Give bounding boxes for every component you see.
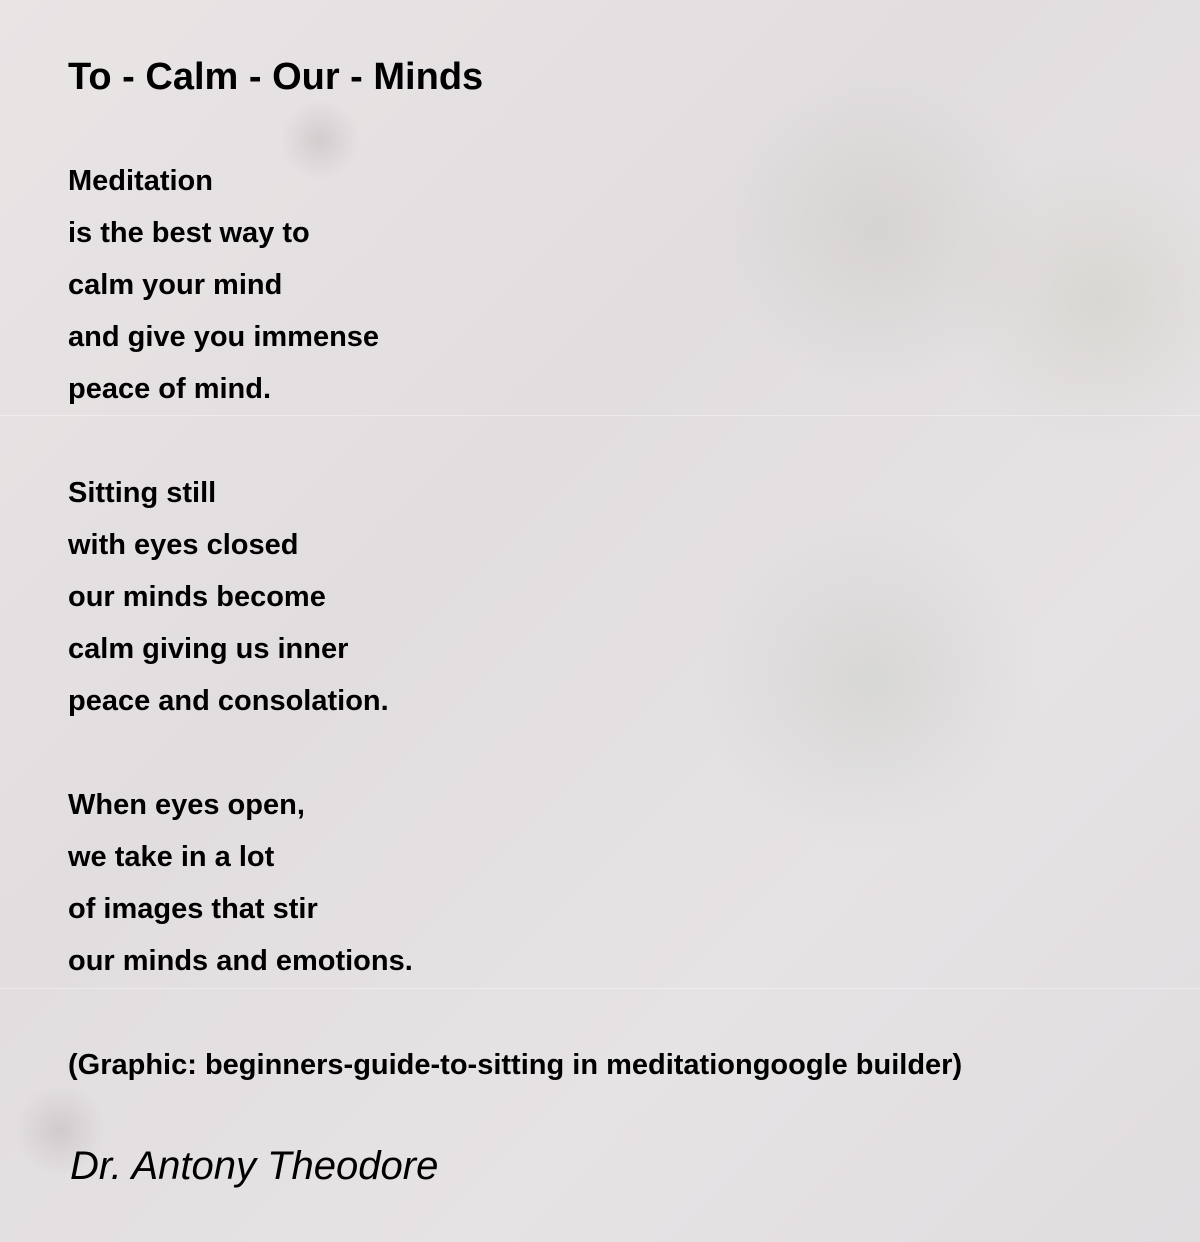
stanza-3 [68, 779, 962, 987]
poem-line: of images that stir [68, 893, 318, 925]
poem-line: peace and consolation. [68, 685, 389, 717]
poem-line: calm your mind [68, 269, 283, 301]
poem-line: Sitting still [68, 477, 217, 509]
poem-body [68, 155, 962, 1091]
poem-line: is the best way to [68, 217, 310, 249]
poem-line: our minds and emotions. [68, 945, 413, 977]
stanza-1 [68, 155, 962, 415]
poem-title: To - Calm - Our - Minds [68, 56, 484, 98]
stanza-2 [68, 467, 962, 727]
poem-line: with eyes closed [68, 529, 299, 561]
poem-line: peace of mind. [68, 373, 272, 405]
poem-author: Dr. Antony Theodore [70, 1144, 439, 1188]
poem-line: our minds become [68, 581, 326, 613]
poem-line: Meditation [68, 165, 213, 197]
poem-line: When eyes open, [68, 789, 305, 821]
poem-line: and give you immense [68, 321, 380, 353]
graphic-credit-note: (Graphic: beginners-guide-to-sitting in meditationgoogle builder) [68, 1049, 963, 1081]
poem-line: calm giving us inner [68, 633, 349, 665]
poem-line: we take in a lot [68, 841, 275, 873]
